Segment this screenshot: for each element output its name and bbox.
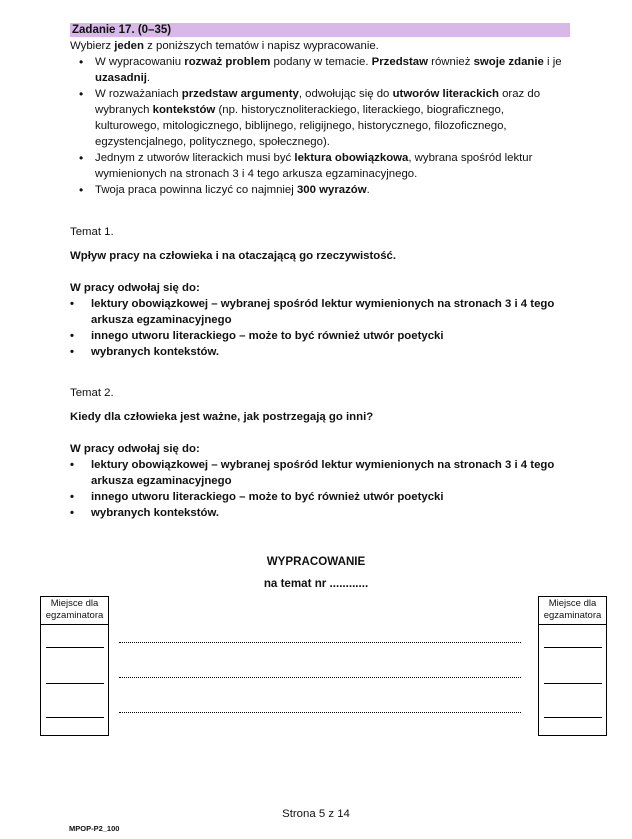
answer-line[interactable]	[119, 712, 521, 713]
examiner-label: Miejsce dla egzaminatora	[41, 597, 108, 625]
emphasis-text: uzasadnij	[95, 72, 147, 84]
topic-title: Kiedy dla człowieka jest ważne, jak postrzegają go inni?	[70, 411, 374, 423]
emphasis-text: Przedstaw	[371, 56, 428, 68]
essay-heading: WYPRACOWANIE	[266, 555, 366, 568]
score-blank[interactable]	[544, 647, 602, 648]
requirement-text: W rozważaniach	[95, 88, 182, 100]
topic-refer-list	[70, 296, 570, 360]
list-item: • wybranych kontekstów.	[70, 505, 570, 521]
score-blank[interactable]	[46, 717, 104, 718]
emphasis-text: lektura obowiązkowa	[294, 152, 409, 164]
examiner-box-left	[40, 596, 109, 736]
task-header: Zadanie 17. (0–35)	[70, 23, 570, 37]
topic-refer-heading: W pracy odwołaj się do:	[70, 282, 200, 294]
requirement-text: oraz do wybranych	[95, 88, 541, 116]
list-item: • innego utworu literackiego – może to być również utwór poetycki	[70, 328, 570, 344]
emphasis-text: kontekstów	[152, 104, 216, 116]
intro-bold: jeden	[114, 40, 144, 52]
list-item: • wybranych kontekstów.	[70, 344, 570, 360]
requirement-text: podany w temacie.	[270, 56, 372, 68]
topic-label: Temat 2.	[70, 387, 114, 399]
requirement-text: i je	[543, 56, 562, 68]
task-intro	[70, 38, 570, 54]
emphasis-text: rozważ problem	[184, 56, 271, 68]
page-number: Strona 5 z 14	[282, 808, 350, 820]
requirement-item	[70, 150, 570, 182]
emphasis-text: utworów literackich	[392, 88, 499, 100]
examiner-box-right	[538, 596, 607, 736]
requirement-text: .	[366, 184, 370, 196]
emphasis-text: 300 wyrazów	[296, 184, 367, 196]
task-instructions	[70, 38, 570, 198]
topic-label: Temat 1.	[70, 226, 114, 238]
requirement-text: Twoja praca powinna liczyć co najmniej	[95, 184, 297, 196]
list-item: • lektury obowiązkowej – wybranej spośród lektur wymienionych na stronach 3 i 4 tego arkusza egzaminacyjnego	[70, 296, 570, 328]
topic-1	[70, 224, 570, 360]
requirement-text: , wybrana spośród lektur wymienionych na stronach 3 i 4 tego arkusza egzaminacyjnego.	[95, 152, 533, 180]
intro-text: z poniższych tematów i napisz wypracowanie.	[143, 40, 379, 52]
intro-text: Wybierz	[70, 40, 115, 52]
score-blank[interactable]	[544, 717, 602, 718]
requirement-item	[70, 86, 570, 150]
requirement-text: .	[146, 72, 151, 84]
score-blank[interactable]	[544, 683, 602, 684]
topic-2	[70, 385, 570, 521]
topic-title: Wpływ pracy na człowieka i na otaczającą go rzeczywistość.	[70, 250, 397, 262]
requirement-text: również	[428, 56, 474, 68]
score-blank[interactable]	[46, 647, 104, 648]
score-blank[interactable]	[46, 683, 104, 684]
emphasis-text: swoje zdanie	[473, 56, 544, 68]
requirement-text: , odwołując się do	[298, 88, 393, 100]
list-item: • innego utworu literackiego – może to być również utwór poetycki	[70, 489, 570, 505]
requirement-item	[70, 182, 570, 198]
requirement-text: Jednym z utworów literackich musi być	[95, 152, 295, 164]
exam-code: MPOP-P2_100	[69, 824, 120, 833]
topic-refer-heading: W pracy odwołaj się do:	[70, 443, 200, 455]
requirement-text: (np. historycznoliterackiego, literackiego, biograficznego, kulturowego, mitologicznego, biblijnego, religijnego, historycznego, filozoficznego, egzystencjalnego, politycznego, społecznego).	[95, 104, 507, 148]
answer-line[interactable]	[119, 677, 521, 678]
emphasis-text: przedstaw argumenty	[181, 88, 299, 100]
examiner-label: Miejsce dla egzaminatora	[539, 597, 606, 625]
topic-refer-list	[70, 457, 570, 521]
list-item: • lektury obowiązkowej – wybranej spośród lektur wymienionych na stronach 3 i 4 tego arkusza egzaminacyjnego	[70, 457, 570, 489]
essay-subheading: na temat nr ............	[263, 577, 369, 590]
requirement-text: W wypracowaniu	[95, 56, 185, 68]
answer-line[interactable]	[119, 642, 521, 643]
requirement-item	[70, 54, 570, 86]
requirements-list	[70, 54, 570, 198]
